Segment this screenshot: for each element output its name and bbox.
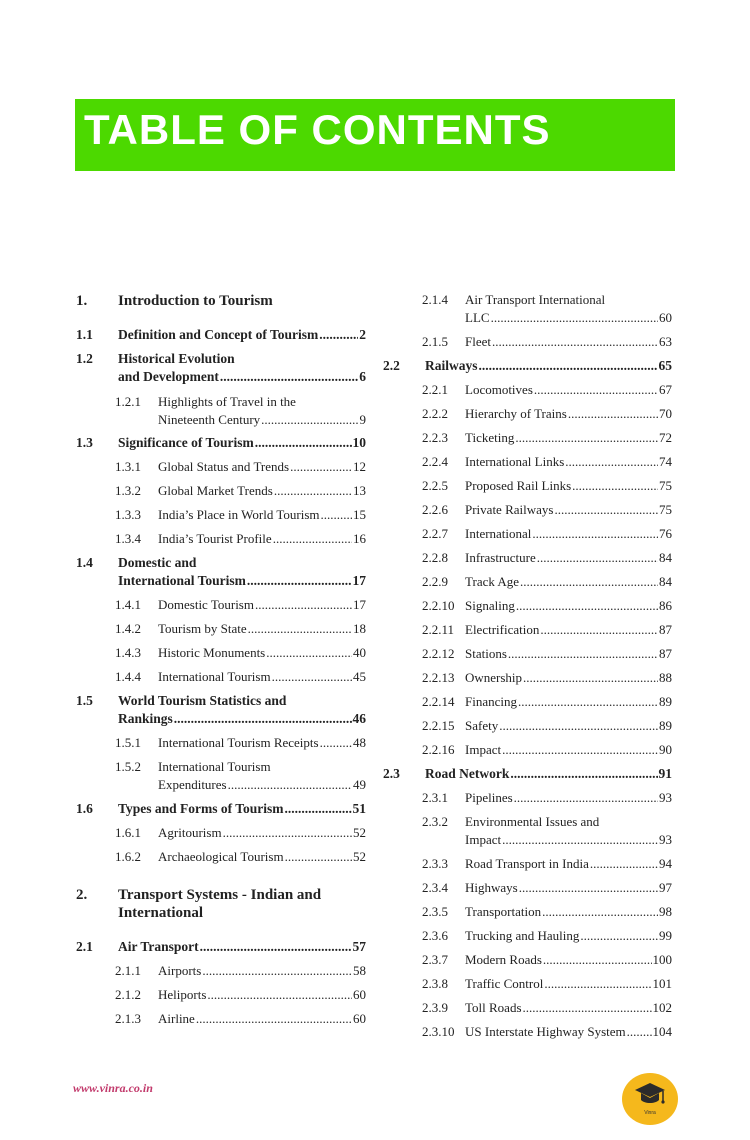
- toc-subsection[interactable]: [422, 453, 672, 471]
- toc-subsection[interactable]: [422, 855, 672, 873]
- toc-label: Hierarchy of Trains: [465, 406, 567, 421]
- toc-label: International Tourism: [118, 573, 246, 588]
- toc-subsection[interactable]: [422, 927, 672, 945]
- toc-label: Airline: [158, 1011, 195, 1026]
- toc-label: International Tourism Receipts: [158, 735, 319, 750]
- toc-subsection[interactable]: [422, 573, 672, 591]
- toc-label: Impact: [465, 742, 502, 757]
- toc-subsection[interactable]: [422, 429, 672, 447]
- toc-number: 2.1: [76, 939, 93, 954]
- toc-number: 2.3.6: [422, 928, 448, 943]
- toc-number: 2.1.1: [115, 963, 141, 978]
- toc-label: Airports: [158, 963, 202, 978]
- toc-subsection[interactable]: [115, 644, 366, 662]
- toc-section[interactable]: [76, 692, 366, 728]
- toc-subsection[interactable]: [115, 393, 366, 429]
- graduation-cap-icon: [634, 1081, 666, 1109]
- toc-section[interactable]: [76, 938, 366, 956]
- toc-number: 2.3.9: [422, 1000, 448, 1015]
- toc-label: Archaeological Tourism: [158, 849, 284, 864]
- toc-page: 12: [353, 459, 366, 474]
- toc-section[interactable]: [383, 765, 672, 783]
- toc-subsection[interactable]: [422, 645, 672, 663]
- toc-label: Trucking and Hauling: [465, 928, 580, 943]
- toc-page: 88: [659, 670, 672, 685]
- toc-subsection[interactable]: [422, 669, 672, 687]
- toc-page: 13: [353, 483, 366, 498]
- toc-number: 1.4.2: [115, 621, 141, 636]
- toc-page: 76: [659, 526, 672, 541]
- toc-label-top: World Tourism Statistics and: [118, 693, 287, 708]
- toc-chapter[interactable]: [76, 292, 366, 310]
- toc-number: 2.3: [383, 766, 400, 781]
- toc-page: 84: [659, 574, 672, 589]
- toc-subsection[interactable]: [422, 717, 672, 735]
- toc-subsection[interactable]: [115, 530, 366, 548]
- toc-page: 58: [353, 963, 366, 978]
- toc-page: 16: [353, 531, 366, 546]
- brand-logo: [622, 1073, 678, 1125]
- toc-page: 65: [658, 358, 672, 373]
- toc-subsection[interactable]: [422, 813, 672, 849]
- toc-page: 70: [659, 406, 672, 421]
- toc-label: Nineteenth Century: [158, 412, 261, 427]
- toc-number: 2.3.10: [422, 1024, 455, 1039]
- toc-page: 52: [353, 849, 366, 864]
- toc-number: 2.2.13: [422, 670, 455, 685]
- toc-label: Transportation: [465, 904, 542, 919]
- toc-number: 2.2.10: [422, 598, 455, 613]
- toc-page: 40: [353, 645, 366, 660]
- toc-label: Ticketing: [465, 430, 515, 445]
- toc-label: India’s Tourist Profile: [158, 531, 272, 546]
- toc-subsection[interactable]: [422, 693, 672, 711]
- toc-label: Modern Roads: [465, 952, 542, 967]
- toc-page: 93: [659, 832, 672, 847]
- toc-section[interactable]: [76, 554, 366, 590]
- toc-number: 1.2.1: [115, 394, 141, 409]
- toc-section[interactable]: [76, 326, 366, 344]
- toc-subsection[interactable]: [422, 405, 672, 423]
- toc-label: Definition and Concept of Tourism: [118, 327, 319, 342]
- toc-page: 104: [652, 1024, 672, 1039]
- toc-subsection[interactable]: [115, 986, 366, 1004]
- toc-number: 2.2.14: [422, 694, 455, 709]
- toc-label: Highways: [465, 880, 518, 895]
- toc-page: 10: [352, 435, 366, 450]
- toc-label: Domestic Tourism: [158, 597, 254, 612]
- toc-page: 75: [659, 478, 672, 493]
- toc-page: 67: [659, 382, 672, 397]
- toc-section[interactable]: [383, 357, 672, 375]
- toc-number: 2.2.4: [422, 454, 448, 469]
- toc-subsection[interactable]: [115, 734, 366, 752]
- toc-number: 1.6.2: [115, 849, 141, 864]
- logo-text: Vinra: [644, 1110, 656, 1116]
- toc-page: 89: [659, 718, 672, 733]
- toc-label-top: Highlights of Travel in the: [158, 394, 296, 409]
- toc-label: Signaling: [465, 598, 515, 613]
- toc-label: International Tourism: [158, 669, 271, 684]
- toc-page: 60: [659, 310, 672, 325]
- toc-number: 2.2.15: [422, 718, 455, 733]
- toc-label: LLC: [465, 310, 490, 325]
- toc-number: 1.5.2: [115, 759, 141, 774]
- toc-label: Transport Systems - Indian and International: [118, 887, 322, 921]
- toc-number: 1.4.4: [115, 669, 141, 684]
- toc-label: Global Market Trends: [158, 483, 273, 498]
- toc-number: 2.2.2: [422, 406, 448, 421]
- toc-label: Safety: [465, 718, 499, 733]
- toc-number: 2.2.6: [422, 502, 448, 517]
- toc-label: Track Age: [465, 574, 520, 589]
- toc-label: Significance of Tourism: [118, 435, 254, 450]
- toc-page: 87: [659, 646, 672, 661]
- toc-page: 102: [652, 1000, 672, 1015]
- toc-subsection[interactable]: [422, 291, 672, 327]
- toc-label: Toll Roads: [465, 1000, 522, 1015]
- toc-subsection[interactable]: [422, 975, 672, 993]
- toc-subsection[interactable]: [422, 381, 672, 399]
- toc-page: 97: [659, 880, 672, 895]
- toc-subsection[interactable]: [422, 789, 672, 807]
- toc-label: Introduction to Tourism: [118, 293, 273, 309]
- toc-page: 74: [659, 454, 672, 469]
- toc-number: 1.4.3: [115, 645, 141, 660]
- toc-subsection[interactable]: [422, 951, 672, 969]
- toc-subsection[interactable]: [422, 501, 672, 519]
- toc-subsection[interactable]: [422, 621, 672, 639]
- toc-page: 6: [359, 369, 366, 384]
- toc-section[interactable]: [76, 350, 366, 386]
- toc-page: 17: [353, 597, 366, 612]
- toc-subsection[interactable]: [115, 962, 366, 980]
- toc-page: 46: [352, 711, 366, 726]
- toc-page: 60: [353, 987, 366, 1002]
- toc-subsection[interactable]: [422, 1023, 672, 1041]
- toc-page: 72: [659, 430, 672, 445]
- toc-section[interactable]: [76, 800, 366, 818]
- toc-label-top: Domestic and: [118, 555, 197, 570]
- toc-number: 2.3.5: [422, 904, 448, 919]
- toc-number: 2.2.11: [422, 622, 455, 637]
- toc-page: 9: [359, 412, 366, 427]
- toc-number: 1.3.4: [115, 531, 141, 546]
- toc-number: 2.2: [383, 358, 400, 373]
- toc-number: 2.2.16: [422, 742, 455, 757]
- toc-page: 51: [352, 801, 366, 816]
- toc-page: 75: [659, 502, 672, 517]
- toc-page: 91: [658, 766, 672, 781]
- toc-subsection[interactable]: [115, 1010, 366, 1028]
- toc-label: Ownership: [465, 670, 523, 685]
- toc-label: and Development: [118, 369, 219, 384]
- toc-subsection[interactable]: [422, 477, 672, 495]
- toc-subsection[interactable]: [115, 668, 366, 686]
- toc-label: Agritourism: [158, 825, 222, 840]
- toc-label: Global Status and Trends: [158, 459, 290, 474]
- toc-label: Locomotives: [465, 382, 533, 397]
- toc-label-top: Air Transport International: [465, 292, 606, 307]
- toc-number: 1.: [76, 293, 88, 309]
- toc-subsection[interactable]: [115, 506, 366, 524]
- toc-number: 2.1.2: [115, 987, 141, 1002]
- toc-label: Traffic Control: [465, 976, 544, 991]
- toc-label: Rankings: [118, 711, 173, 726]
- toc-page: 60: [353, 1011, 366, 1026]
- toc-subsection[interactable]: [115, 758, 366, 794]
- toc-page: 94: [659, 856, 672, 871]
- toc-page: 100: [652, 952, 672, 967]
- toc-subsection[interactable]: [422, 525, 672, 543]
- toc-number: 2.2.5: [422, 478, 448, 493]
- toc-label: Expenditures: [158, 777, 227, 792]
- toc-page: 63: [659, 334, 672, 349]
- toc-number: 2.1.3: [115, 1011, 141, 1026]
- toc-label-top: Historical Evolution: [118, 351, 235, 366]
- toc-subsection[interactable]: [115, 848, 366, 866]
- toc-number: 2.2.9: [422, 574, 448, 589]
- toc-subsection[interactable]: [422, 597, 672, 615]
- toc-page: 98: [659, 904, 672, 919]
- toc-subsection[interactable]: [422, 741, 672, 759]
- toc-label: Proposed Rail Links: [465, 478, 572, 493]
- toc-page: 90: [659, 742, 672, 757]
- toc-page: 84: [659, 550, 672, 565]
- toc-subsection[interactable]: [115, 620, 366, 638]
- toc-number: 1.6.1: [115, 825, 141, 840]
- toc-label: Historic Monuments: [158, 645, 266, 660]
- toc-label: Road Network: [425, 766, 510, 781]
- toc-label: Impact: [465, 832, 502, 847]
- toc-number: 1.2: [76, 351, 93, 366]
- toc-label: Stations: [465, 646, 507, 661]
- toc-number: 1.5.1: [115, 735, 141, 750]
- toc-label: Heliports: [158, 987, 207, 1002]
- toc-number: 2.3.8: [422, 976, 448, 991]
- toc-label: India’s Place in World Tourism: [158, 507, 320, 522]
- toc-subsection[interactable]: [115, 458, 366, 476]
- toc-label: Infrastructure: [465, 550, 536, 565]
- toc-label: US Interstate Highway System: [465, 1024, 626, 1039]
- toc-label: Types and Forms of Tourism: [118, 801, 284, 816]
- toc-number: 2.1.4: [422, 292, 448, 307]
- toc-label: Railways: [425, 358, 478, 373]
- toc-subsection[interactable]: [422, 549, 672, 567]
- toc-page: 18: [353, 621, 366, 636]
- toc-number: 2.3.2: [422, 814, 448, 829]
- toc-number: 2.3.1: [422, 790, 448, 805]
- toc-page: 86: [659, 598, 672, 613]
- toc-right-column: [380, 0, 680, 1140]
- toc-section[interactable]: [76, 434, 366, 452]
- toc-label: Fleet: [465, 334, 491, 349]
- toc-subsection[interactable]: [115, 596, 366, 614]
- toc-number: 1.6: [76, 801, 93, 816]
- toc-page: 99: [659, 928, 672, 943]
- toc-number: 1.3.3: [115, 507, 141, 522]
- toc-label: Air Transport: [118, 939, 199, 954]
- toc-page: 15: [353, 507, 366, 522]
- toc-number: 2.2.7: [422, 526, 448, 541]
- toc-number: 1.4: [76, 555, 93, 570]
- toc-subsection[interactable]: [422, 903, 672, 921]
- toc-number: 1.3.1: [115, 459, 141, 474]
- toc-number: 1.1: [76, 327, 93, 342]
- toc-number: 1.4.1: [115, 597, 141, 612]
- toc-label: Financing: [465, 694, 517, 709]
- toc-page: 101: [652, 976, 672, 991]
- footer-website[interactable]: www.vinra.co.in: [73, 1081, 153, 1095]
- toc-number: 2.2.8: [422, 550, 448, 565]
- toc-number: 2.2.1: [422, 382, 448, 397]
- toc-chapter[interactable]: [76, 886, 366, 922]
- toc-subsection[interactable]: [115, 482, 366, 500]
- toc-number: 1.3.2: [115, 483, 141, 498]
- toc-page: 2: [359, 327, 366, 342]
- toc-page: 89: [659, 694, 672, 709]
- toc-number: 2.2.12: [422, 646, 455, 661]
- toc-page: 57: [352, 939, 366, 954]
- toc-number: 2.3.4: [422, 880, 448, 895]
- toc-page: 49: [353, 777, 366, 792]
- toc-label: Electrification: [465, 622, 540, 637]
- toc-subsection[interactable]: [422, 333, 672, 351]
- toc-number: 2.2.3: [422, 430, 448, 445]
- toc-number: 2.3.7: [422, 952, 448, 967]
- toc-label: International Links: [465, 454, 565, 469]
- toc-label: Road Transport in India: [465, 856, 589, 871]
- toc-number: 2.: [76, 887, 88, 903]
- toc-label-top: International Tourism: [158, 759, 271, 774]
- toc-subsection[interactable]: [115, 824, 366, 842]
- toc-page: 87: [659, 622, 672, 637]
- toc-number: 1.3: [76, 435, 93, 450]
- toc-page: 17: [352, 573, 366, 588]
- toc-number: 2.3.3: [422, 856, 448, 871]
- toc-subsection[interactable]: [422, 879, 672, 897]
- toc-number: 1.5: [76, 693, 93, 708]
- toc-page: 93: [659, 790, 672, 805]
- page-title: TABLE OF CONTENTS: [84, 106, 551, 153]
- toc-subsection[interactable]: [422, 999, 672, 1017]
- toc-page: 45: [353, 669, 366, 684]
- toc-label: International: [465, 526, 532, 541]
- toc-page: 52: [353, 825, 366, 840]
- toc-label: Private Railways: [465, 502, 554, 517]
- toc-number: 2.1.5: [422, 334, 448, 349]
- toc-label: Tourism by State: [158, 621, 247, 636]
- toc-label: Pipelines: [465, 790, 513, 805]
- toc-page: 48: [353, 735, 366, 750]
- toc-label-top: Environmental Issues and: [465, 814, 600, 829]
